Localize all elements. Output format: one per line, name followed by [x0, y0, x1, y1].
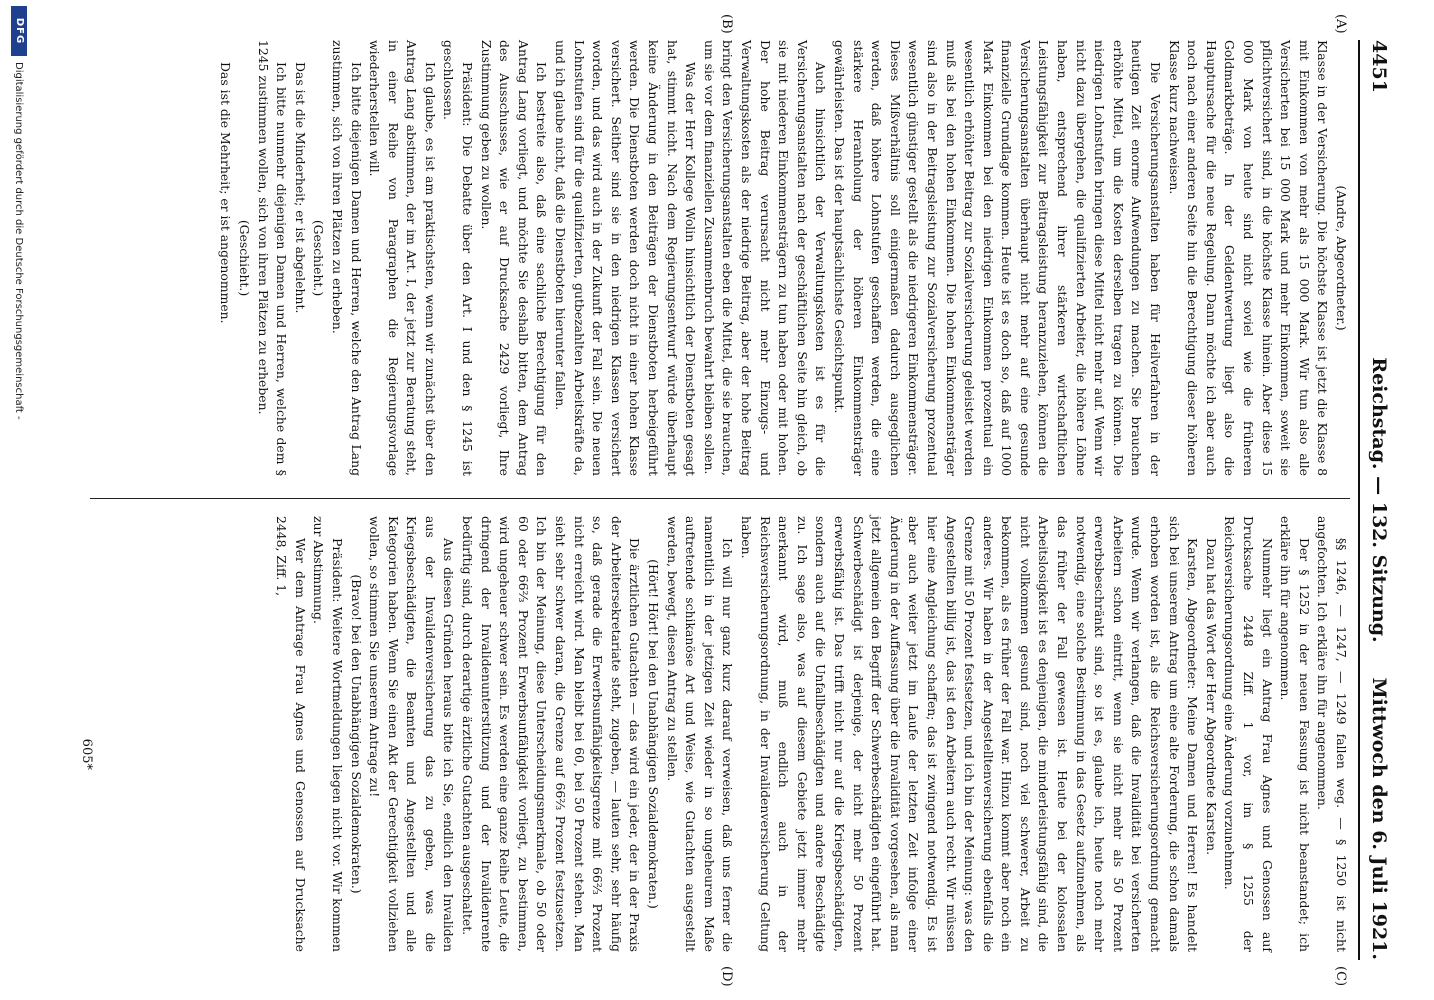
paragraph: Die ärztlichen Gutachten — das wird ein jeder, der in der Praxis der Arbeitersekretariate steht, zugeben, — lauten sehr, sehr häufig so, daß gerade die Erwerbsunfähigkeitsgrenze mit 66⅔ Prozent nicht erreicht wird. Man bleibt bei 60, bei 50 Prozent stehen. Man sieht sehr schwer daran, die Grenze auf 66⅔ Prozent festzusetzen. Ich bin der Meinung, diese Unterscheidungsmerkmale, ob 50 oder 60 oder 66⅔ Prozent Erwerbsunfähigkeit vorliegt, zu bestimmen, wird ungeheuer schwer sein. Es werden eine ganze Reihe Leute, die dringend der Invalidenunterstützung und der Invalidenrente bedürftig sind, durch derartige ärztliche Gutachten ausgeschaltet.: [460, 516, 643, 952]
header-rule: [1358, 40, 1360, 960]
paragraph: Was der Herr Kollege Wolin hinsichtlich der Dienstboten gesagt hat, stimmt nicht. Nach dem Regierungsentwurf würde überhaupt keine Änderung in den Beiträgen der Dienstboten herbeigeführt werden. Die Dienstboten werden doch nicht in einer hohen Klasse versichert. Seither sind sie in den niedrigen Klassen versichert worden, und das wird auch in der Zukunft der Fall sein. Die neuen Lohnstufen sind für die qualifizierten, gutbezahlten Arbeitskräfte da, und ich glaube nicht, daß die Dienstboten hierunter fallen.: [553, 40, 699, 476]
paragraph: Das ist die Mehrheit; er ist angenommen.: [218, 62, 234, 324]
stage-direction: (Geschieht.): [236, 219, 252, 297]
paragraph: Ich glaube, es ist am praktischsten, wenn wir zunächst über den Antrag Lang abstimmen, der im Art. I, der jetzt zur Beratung steht, in einer Reihe von Paragraphen die Regierungsvorlage wiederherstellen will.: [367, 40, 438, 476]
margin-mark-a: (A): [1333, 14, 1348, 34]
session-date: Mittwoch den 6. Juli 1921.: [1368, 677, 1390, 960]
paragraph: Karsten, Abgeordneter: Meine Damen und Herren! Es handelt sich bei unserem Antrag um eine alte Forderung, die schon damals erhoben worden ist, als die Reichsversicherungsordnung gemacht wurde. Wenn wir verlangen, daß die Invalidität bei versicherten Arbeitern schon eintritt, wenn sie nicht mehr als 50 Prozent erwerbsbeschränkt sind, so ist es, glaube ich, heute noch mehr notwendig, eine solche Bestimmung in das Gesetz aufzunehmen, als das früher der Fall gewesen ist. Heute bei der kolossalen Arbeitslosigkeit ist es denjenigen, die minderleistungsfähig sind, die nicht vollkommen gesund sind, noch viel schwerer, Arbeit zu bekommen, als es früher der Fall war. Hinzu kommt aber noch ein anderes. Wir haben in der Angestelltenversicherung ebenfalls die Grenze mit 50 Prozent festsetzen, und ich bin der Meinung: was den Angestellten billig ist, das ist den Arbeitern auch recht. Wir müssen hier eine Angleichung schaffen; das ist zwingend notwendig. Es ist aber auch weiter jetzt im Laufe der letzten Zeit infolge einer Änderung in der Auffassung über die Invalidität vorgesehen, als man jetzt allgemein den Begriff der Schwerbeschädigten eingeführt hat. Schwerbeschädigt ist derjenige, der nicht mehr 50 Prozent erwerbsfähig ist. Das trifft nicht nur auf die Kriegsbeschädigten, sondern auch auf die Unfallbeschädigten und andere Beschädigte zu. Ich sage also, was auf diesem Gebiete jetzt immer mehr anerkannt wird, muß endlich auch in der Reichsversicherungsordnung, in der Invalidenversicherung Geltung haben.: [739, 516, 1201, 952]
paragraph: Der § 1252 in der neuen Fassung ist nicht beanstandet; ich erkläre ihn für angenommen.: [1278, 516, 1312, 952]
stage-direction: (Hört! Hört! bei den Unabhängigen Sozialdemokraten.): [646, 559, 662, 909]
page-number: 4451: [1368, 40, 1390, 93]
paragraph: Ich will nur ganz kurz darauf verweisen, daß uns ferner die namentlich in der jetzigen Zeit wieder in so ungeheurem Maße auftretende schikanöse Art und Weise, wie Gutachten ausgestellt werden, bewegt, diesen Antrag zu stellen.: [664, 516, 736, 952]
stage-direction: (Geschieht.): [311, 219, 327, 297]
dfg-logo: DFG: [11, 6, 27, 56]
paragraph: Die Versicherungsanstalten haben für Heilverfahren in der heutigen Zeit enorme Aufwendungen zu machen. Sie brauchen erhöhte Mittel, um die Kosten derselben tragen zu können. Die niedrigen Lohnstufen bringen diese Mittel nicht mehr auf. Wenn wir nicht dazu übergehen, die qualifizierten Arbeiter, die höhere Löhne haben, entsprechend ihrer stärkeren wirtschaftlichen Leistungsfähigkeit zur Beitragsleistung heranzuziehen, können die Versicherungsanstalten überhaupt nicht mehr auf eine gesunde finanzielle Grundlage kommen. Heute ist es doch so, daß auf 1000 Mark Einkommen bei den niedrigen Einkommen prozentual ein wesentlich erhöhter Beitrag zur Sozialversicherung geleistet werden muß als bei den hohen Einkommen. Die hohen Einkommensträger sind also in der Beitragsleistung zur Sozialversicherung prozentual wesentlich günstiger gestellt als die niedrigeren Einkommensträger. Dieses Mißverhältnis soll einigermaßen dadurch ausgeglichen werden, daß höhere Lohnstufen geschaffen werden, die eine stärkere Heranholung der höheren Einkommensträger gewährleisten. Das ist der hauptsächlichste Gesichtspunkt.: [831, 40, 1164, 476]
page-signature: 605*: [79, 738, 94, 770]
paragraph: Nunmehr liegt ein Antrag Frau Agnes und Genossen auf Drucksache 2448 Ziff. 1 vor, im § 1255 der Reichsversicherungsordnung eine Änderung vorzunehmen.: [1222, 516, 1275, 952]
paragraph: Ich bestreite also, daß eine sachliche Berechtigung für den Antrag Lang vorliegt, und möchte Sie deshalb bitten, dem Antrag des Ausschusses, wie er auf Drucksache 2429 vorliegt, Ihre Zustimmung geben zu wollen.: [478, 40, 550, 476]
paragraph: Präsident: Weitere Wortmeldungen liegen nicht vor. Wir kommen zur Abstimmung.: [311, 516, 345, 952]
paragraph: §§ 1246, — 1247, — 1249 fallen weg. — § 1250 ist nicht angefochten. Ich erkläre ihn für angenommen.: [1315, 516, 1349, 952]
speaker-continuation: (Andre, Abgeordneter.): [1334, 185, 1349, 331]
margin-mark-d: (D): [719, 966, 734, 987]
margin-mark-b: (B): [719, 14, 734, 34]
left-column: [216, 40, 1350, 476]
page-header: [1360, 40, 1394, 960]
paragraph: Das ist die Minderheit; er ist abgelehnt.: [292, 62, 308, 314]
digitization-credit: [8, 0, 30, 1000]
paragraph: Ich bitte diejenigen Damen und Herren, welche den Antrag Lang zustimmen, sich von ihren Plätzen zu erheben.: [329, 40, 364, 476]
paragraph: Wer dem Antrage Frau Agnes und Genossen auf Drucksache 2448, Ziff. 1,: [274, 516, 308, 952]
margin-mark-c: (C): [1333, 966, 1348, 987]
stage-direction: (Bravo! bei den Unabhängigen Sozialdemokraten.): [348, 574, 364, 894]
paragraph: Ich bitte nunmehr diejenigen Damen und Herren, welche dem § 1245 zustimmen wollen, sich von ihren Plätzen zu erheben.: [255, 40, 290, 476]
paragraph: Klasse in der Versicherung. Die höchste Klasse ist jetzt die Klasse 8 mit Einkommen von mehr als 15 000 Mark. Wir tun also alle Versicherten bei 15 000 Mark und mehr Einkommen, soweit sie pflichtversichert sind, in die höchste Klasse hinein. Aber diese 15 000 Mark von heute sind nicht soviel wie die früheren Goldmarkbeträge. In der Geldentwertung liegt also die Hauptursache für die neue Regelung. Dann möchte ich aber auch noch nach einer anderen Seite hin die Berechtigung dieser höheren Klasse kurz nachweisen.: [1166, 40, 1331, 476]
paragraph: Aus diesen Gründen heraus bitte ich Sie, endlich den Invaliden aus der Invalidenversicherung das zu geben, was die Kriegsbeschädigten, die Beamten und Angestellten und alle Kategorien haben. Wenn Sie einen Akt der Gerechtigkeit vollziehen wollen, so stimmen Sie unserem Antrage zu!: [367, 516, 457, 952]
column-divider: [90, 498, 1350, 499]
right-column: [272, 516, 1350, 952]
paragraph: Präsident: Die Debatte über den Art. I und den § 1245 ist geschlossen.: [441, 40, 476, 476]
paragraph: Dazu hat das Wort der Herr Abgeordnete Karsten.: [1203, 538, 1219, 856]
paragraph: Auch hinsichtlich der Verwaltungskosten ist es für die Versicherungsanstalten nach der geschäftlichen Seite hin gleich, ob sie mit niederen Einkommensträgern zu tun haben oder mit hohen. Der hohe Beitrag verursacht nicht mehr Einzugs- und Verwaltungskosten als der niedrige Beitrag, aber der hohe Beitrag bringt den Versicherungsanstalten eben die Mittel, die sie brauchen, um sie vor dem finanziellen Zusammenbruch bewahrt bleiben sollen.: [701, 40, 829, 476]
digitization-text: Digitalisierung gefördert durch die Deutsche Forschungsgemeinschaft -: [13, 62, 24, 420]
session-title: Reichstag. — 132. Sitzung.: [1368, 357, 1390, 643]
